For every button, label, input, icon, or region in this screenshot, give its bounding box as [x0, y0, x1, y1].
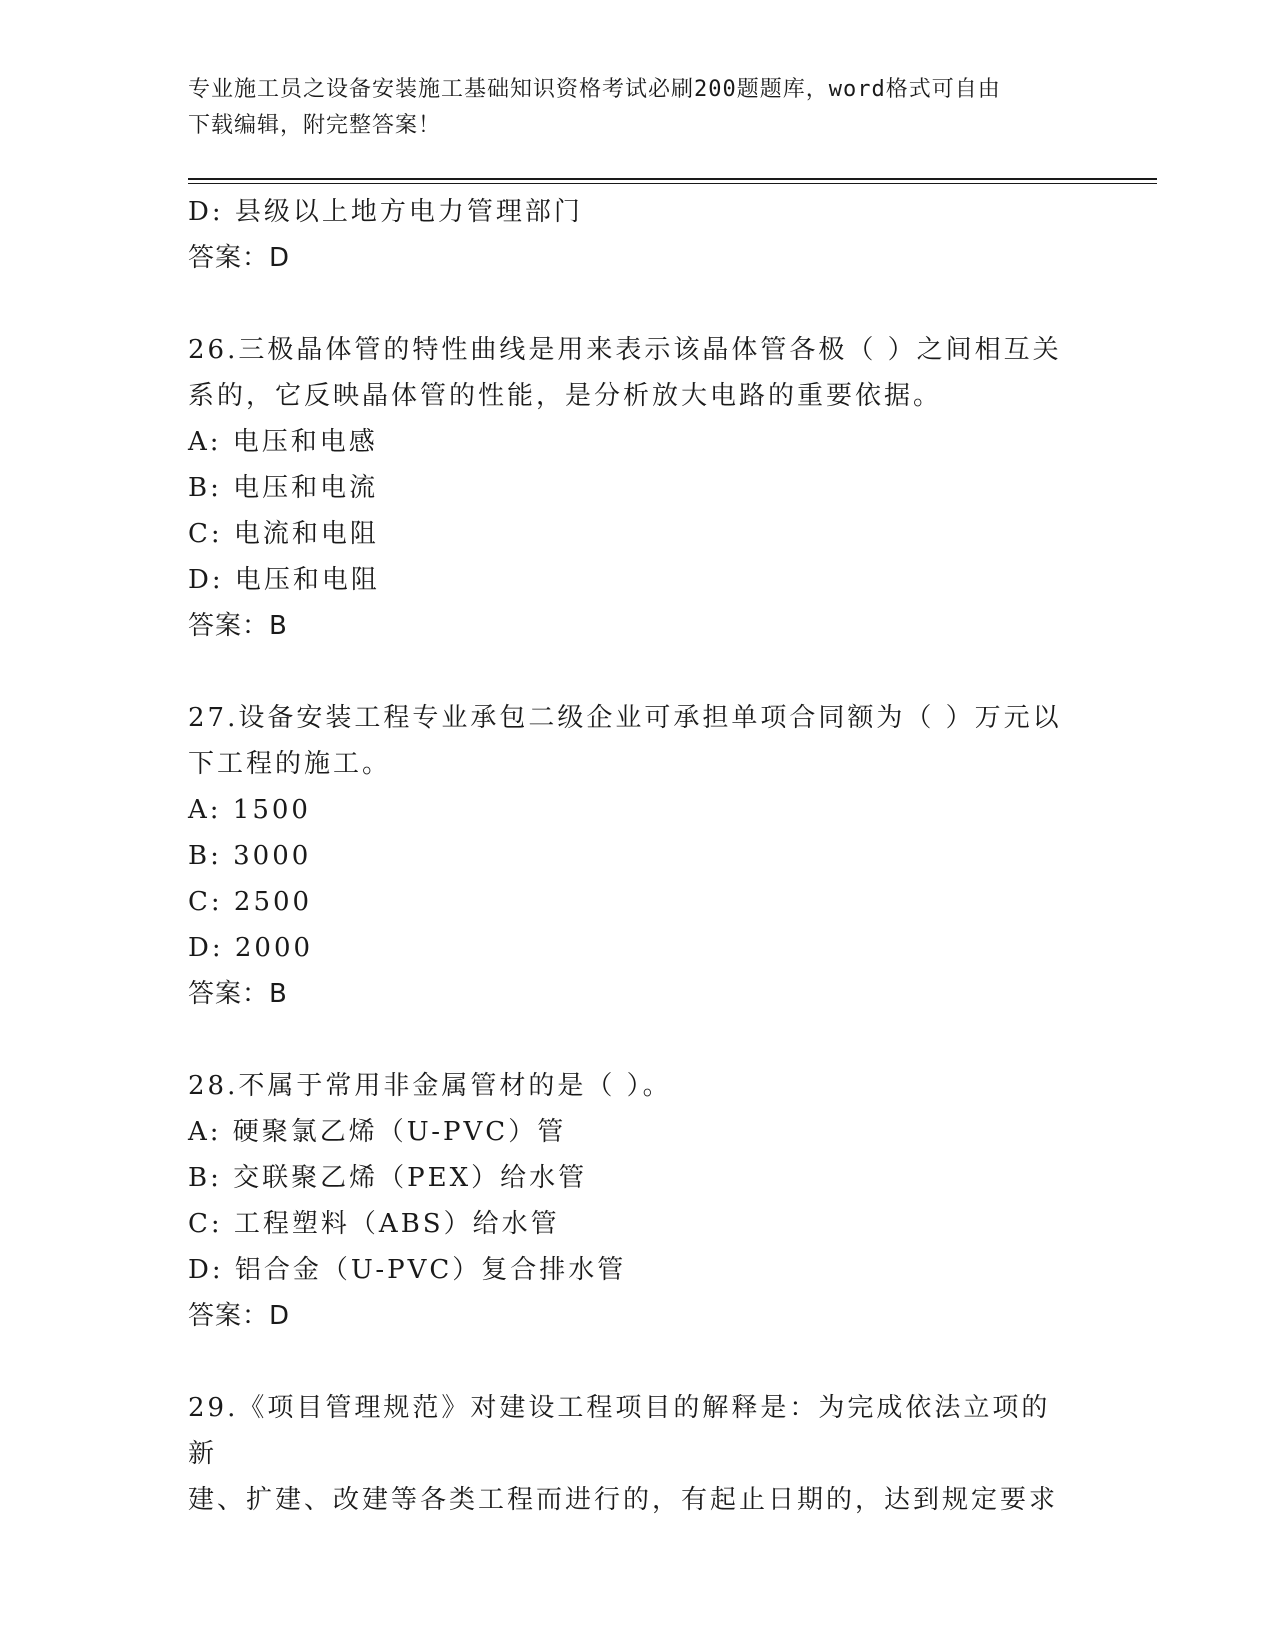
option-d: D: 2000 — [188, 933, 314, 963]
answer: 答案：B — [188, 611, 288, 641]
option-a: A: 电压和电感 — [188, 427, 378, 457]
option-b: B: 交联聚乙烯（PEX）给水管 — [188, 1163, 588, 1193]
question-content — [188, 189, 1088, 1523]
question-stem-line: 下工程的施工。 — [188, 749, 392, 779]
option-a: A: 硬聚氯乙烯（U-PVC）管 — [188, 1117, 567, 1147]
spacer — [188, 281, 1088, 327]
question-stem-line: 27.设备安装工程专业承包二级企业可承担单项合同额为（ ）万元以 — [188, 703, 1062, 733]
option-d: D: 电压和电阻 — [188, 565, 380, 595]
header-divider-thin — [188, 183, 1157, 184]
answer: 答案：B — [188, 979, 288, 1009]
question-26 — [188, 327, 1088, 649]
document-header — [188, 72, 1068, 144]
question-stem-line: 28.不属于常用非金属管材的是（ ）。 — [188, 1071, 672, 1101]
question-stem-line: 29.《项目管理规范》对建设工程项目的解释是：为完成依法立项的新 — [188, 1393, 1051, 1469]
option-b: B: 3000 — [188, 841, 312, 871]
header-divider-thick — [188, 178, 1157, 180]
option-c: C: 工程塑料（ABS）给水管 — [188, 1209, 560, 1239]
carryover-option-d: D: 县级以上地方电力管理部门 — [188, 197, 583, 227]
option-b: B: 电压和电流 — [188, 473, 379, 503]
option-c: C: 2500 — [188, 887, 313, 917]
question-29 — [188, 1385, 1088, 1523]
carryover-answer: 答案：D — [188, 243, 291, 273]
option-a: A: 1500 — [188, 795, 311, 825]
spacer — [188, 1339, 1088, 1385]
header-title-line-2: 下载编辑，附完整答案！ — [188, 113, 442, 138]
option-d: D: 铝合金（U-PVC）复合排水管 — [188, 1255, 627, 1285]
question-stem-line: 建、扩建、改建等各类工程而进行的，有起止日期的，达到规定要求 — [188, 1485, 1059, 1515]
option-c: C: 电流和电阻 — [188, 519, 379, 549]
spacer — [188, 1017, 1088, 1063]
question-27 — [188, 695, 1088, 1017]
question-stem-line: 系的，它反映晶体管的性能，是分析放大电路的重要依据。 — [188, 381, 943, 411]
answer: 答案：D — [188, 1301, 291, 1331]
spacer — [188, 649, 1088, 695]
question-stem-line: 26.三极晶体管的特性曲线是用来表示该晶体管各极（ ）之间相互关 — [188, 335, 1062, 365]
header-title-line-1: 专业施工员之设备安装施工基础知识资格考试必刷200题题库，word格式可自由 — [188, 77, 1001, 102]
question-28 — [188, 1063, 1088, 1339]
